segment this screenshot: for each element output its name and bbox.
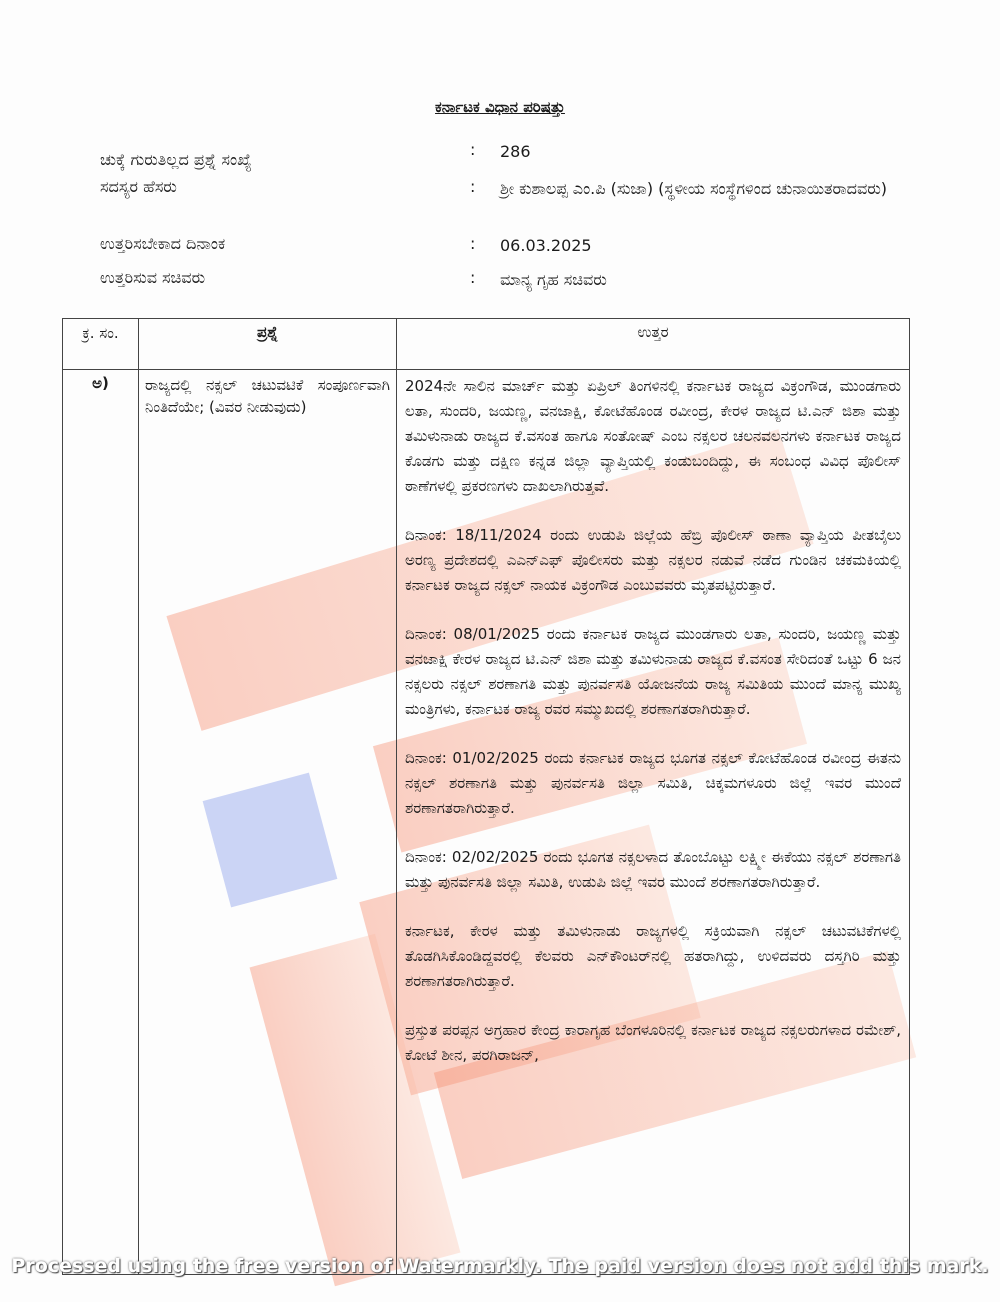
answer-paragraph: ದಿನಾಂಕ: 02/02/2025 ರಂದು ಭೂಗತ ನಕ್ಸಲಳಾದ ತೊಂಬೊಟ್ಟು ಲಕ್ಷ್ಮೀ ಈಕೆಯು ನಕ್ಸಲ್ ಶರಣಾಗತಿ ಮತ್ತು ಪುನರ್ವಸತಿ ಜಿಲ್ಲಾ ಸಮಿತಿ, ಉಡುಪಿ ಜಿಲ್ಲೆ ಇವರ ಮುಂದೆ ಶರಣಾಗತರಾಗಿರುತ್ತಾರೆ. (405, 848, 901, 891)
answer-paragraph: 2024ನೇ ಸಾಲಿನ ಮಾರ್ಚ್ ಮತ್ತು ಏಪ್ರಿಲ್ ತಿಂಗಳಿನಲ್ಲಿ ಕರ್ನಾಟಕ ರಾಜ್ಯದ ವಿಕ್ರಂಗೌಡ, ಮುಂಡಗಾರು ಲತಾ, ಸುಂದರಿ, ಜಯಣ್ಣ, ವನಜಾಕ್ಷಿ, ಕೋಟೆಹೊಂಡ ರವೀಂದ್ರ, ಕೇರಳ ರಾಜ್ಯದ ಟಿ.ಎನ್ ಜಿಶಾ ಮತ್ತು ತಮಿಳುನಾಡು ರಾಜ್ಯದ ಕೆ.ವಸಂತ ಹಾಗೂ ಸಂತೋಷ್ ಎಂಬ ನಕ್ಸಲರ ಚಲನವಲನಗಳು ಕರ್ನಾಟಕ ರಾಜ್ಯದ ಕೊಡಗು ಮತ್ತು ದಕ್ಷಿಣ ಕನ್ನಡ ಜಿಲ್ಲಾ ವ್ಯಾಪ್ತಿಯಲ್ಲಿ ಕಂಡುಬಂದಿದ್ದು, ಈ ಸಂಬಂಧ ವಿವಿಧ ಪೊಲೀಸ್ ಠಾಣೆಗಳಲ್ಲಿ ಪ್ರಕರಣಗಳು ದಾಖಲಾಗಿರುತ್ತವೆ. (405, 377, 901, 495)
table-row (63, 370, 910, 1275)
document-title: ಕರ್ನಾಟಕ ವಿಧಾನ ಪರಿಷತ್ತು (435, 98, 565, 116)
answer-paragraph: ದಿನಾಂಕ: 01/02/2025 ರಂದು ಕರ್ನಾಟಕ ರಾಜ್ಯದ ಭೂಗತ ನಕ್ಸಲ್ ಕೋಟೆಹೊಂಡ ರವೀಂದ್ರ ಈತನು ನಕ್ಸಲ್ ಶರಣಾಗತಿ ಮತ್ತು ಪುನರ್ವಸತಿ ಜಿಲ್ಲಾ ಸಮಿತಿ, ಚಿಕ್ಕಮಗಳೂರು ಜಿಲ್ಲೆ ಇವರ ಮುಂದೆ ಶರಣಾಗತರಾಗಿರುತ್ತಾರೆ. (405, 749, 901, 817)
meta-label: ಚುಕ್ಕೆ ಗುರುತಿಲ್ಲದ ಪ್ರಶ್ನೆ ಸಂಖ್ಯೆ (100, 150, 252, 169)
meta-colon: : (470, 177, 476, 196)
meta-colon: : (470, 140, 476, 159)
header-question: ಪ್ರಶ್ನೆ (139, 319, 397, 370)
answer-paragraph: ದಿನಾಂಕ: 18/11/2024 ರಂದು ಉಡುಪಿ ಜಿಲ್ಲೆಯ ಹೆಬ್ರಿ ಪೊಲೀಸ್ ಠಾಣಾ ವ್ಯಾಪ್ತಿಯ ಪೀತಬೈಲು ಅರಣ್ಯ ಪ್ರದೇಶದಲ್ಲಿ ಎಎನ್‌ಎಫ್ ಪೊಲೀಸರು ಮತ್ತು ನಕ್ಸಲರ ನಡುವೆ ನಡೆದ ಗುಂಡಿನ ಚಕಮಕಿಯಲ್ಲಿ ಕರ್ನಾಟಕ ರಾಜ್ಯದ ನಕ್ಸಲ್ ನಾಯಕ ವಿಕ್ರಂಗೌಡ ಎಂಬುವವರು ಮೃತಪಟ್ಟಿರುತ್ತಾರೆ. (405, 526, 901, 594)
answer-paragraph: ಕರ್ನಾಟಕ, ಕೇರಳ ಮತ್ತು ತಮಿಳುನಾಡು ರಾಜ್ಯಗಳಲ್ಲಿ ಸಕ್ರಿಯವಾಗಿ ನಕ್ಸಲ್ ಚಟುವಟಿಕೆಗಳಲ್ಲಿ ತೊಡಗಿಸಿಕೊಂಡಿದ್ದವರಲ್ಲಿ ಕೆಲವರು ಎನ್‌ಕೌಂಟರ್‌ನಲ್ಲಿ ಹತರಾಗಿದ್ದು, ಉಳಿದವರು ದಸ್ತಗಿರಿ ಮತ್ತು ಶರಣಾಗತರಾಗಿರುತ್ತಾರೆ. (405, 922, 901, 990)
row-serial: ಅ) (63, 370, 139, 1275)
answer-paragraph: ದಿನಾಂಕ: 08/01/2025 ರಂದು ಕರ್ನಾಟಕ ರಾಜ್ಯದ ಮುಂಡಗಾರು ಲತಾ, ಸುಂದರಿ, ಜಯಣ್ಣ ಮತ್ತು ವನಜಾಕ್ಷಿ ಕೇರಳ ರಾಜ್ಯದ ಟಿ.ಎನ್ ಜಿಶಾ ಮತ್ತು ತಮಿಳುನಾಡು ರಾಜ್ಯದ ಕೆ.ವಸಂತ ಸೇರಿದಂತೆ ಒಟ್ಟು 6 ಜನ ನಕ್ಸಲರು ನಕ್ಸಲ್ ಶರಣಾಗತಿ ಮತ್ತು ಪುನರ್ವಸತಿ ಯೋಜನೆಯ ರಾಜ್ಯ ಸಮಿತಿಯ ಮುಂದೆ ಮಾನ್ಯ ಮುಖ್ಯ ಮಂತ್ರಿಗಳು, ಕರ್ನಾಟಕ ರಾಜ್ಯ ರವರ ಸಮ್ಮುಖದಲ್ಲಿ ಶರಣಾಗತರಾಗಿರುತ್ತಾರೆ. (405, 625, 901, 718)
meta-colon: : (470, 268, 476, 287)
meta-label: ಉತ್ತರಿಸುವ ಸಚಿವರು (100, 268, 206, 287)
header-answer: ಉತ್ತರ (397, 319, 910, 370)
table-header-row (63, 319, 910, 370)
watermark-text: Processed using the free version of Watermarkly. The paid version does not add this mark. (11, 1255, 989, 1277)
meta-value: ಮಾನ್ಯ ಗೃಹ ಸಚಿವರು (500, 270, 607, 289)
answer-paragraph: ಪ್ರಸ್ತುತ ಪರಪ್ಪನ ಅಗ್ರಹಾರ ಕೇಂದ್ರ ಕಾರಾಗೃಹ ಬೆಂಗಳೂರಿನಲ್ಲಿ ಕರ್ನಾಟಕ ರಾಜ್ಯದ ನಕ್ಸಲರುಗಳಾದ ರಮೇಶ್, ಕೋಟೆ ಶೀನ, ಪರಗಿರಾಜನ್, (405, 1021, 901, 1064)
row-answer (397, 370, 910, 1275)
meta-label: ಉತ್ತರಿಸಬೇಕಾದ ದಿನಾಂಕ (100, 234, 226, 253)
meta-value: 286 (500, 142, 531, 161)
question-answer-table (62, 318, 910, 1275)
meta-value: 06.03.2025 (500, 236, 592, 255)
meta-value: ಶ್ರೀ ಕುಶಾಲಪ್ಪ ಎಂ.ಪಿ (ಸುಜಾ) (ಸ್ಥಳೀಯ ಸಂಸ್ಥೆಗಳಿಂದ ಚುನಾಯಿತರಾದವರು) (500, 179, 888, 198)
meta-label: ಸದಸ್ಯರ ಹೆಸರು (100, 177, 177, 196)
header-serial: ಕ್ರ. ಸಂ. (63, 319, 139, 370)
meta-colon: : (470, 234, 476, 253)
row-question: ರಾಜ್ಯದಲ್ಲಿ ನಕ್ಸಲ್ ಚಟುವಟಿಕೆ ಸಂಪೂರ್ಣವಾಗಿ ನಿಂತಿದೆಯೇ; (ವಿವರ ನೀಡುವುದು) (139, 370, 397, 1275)
